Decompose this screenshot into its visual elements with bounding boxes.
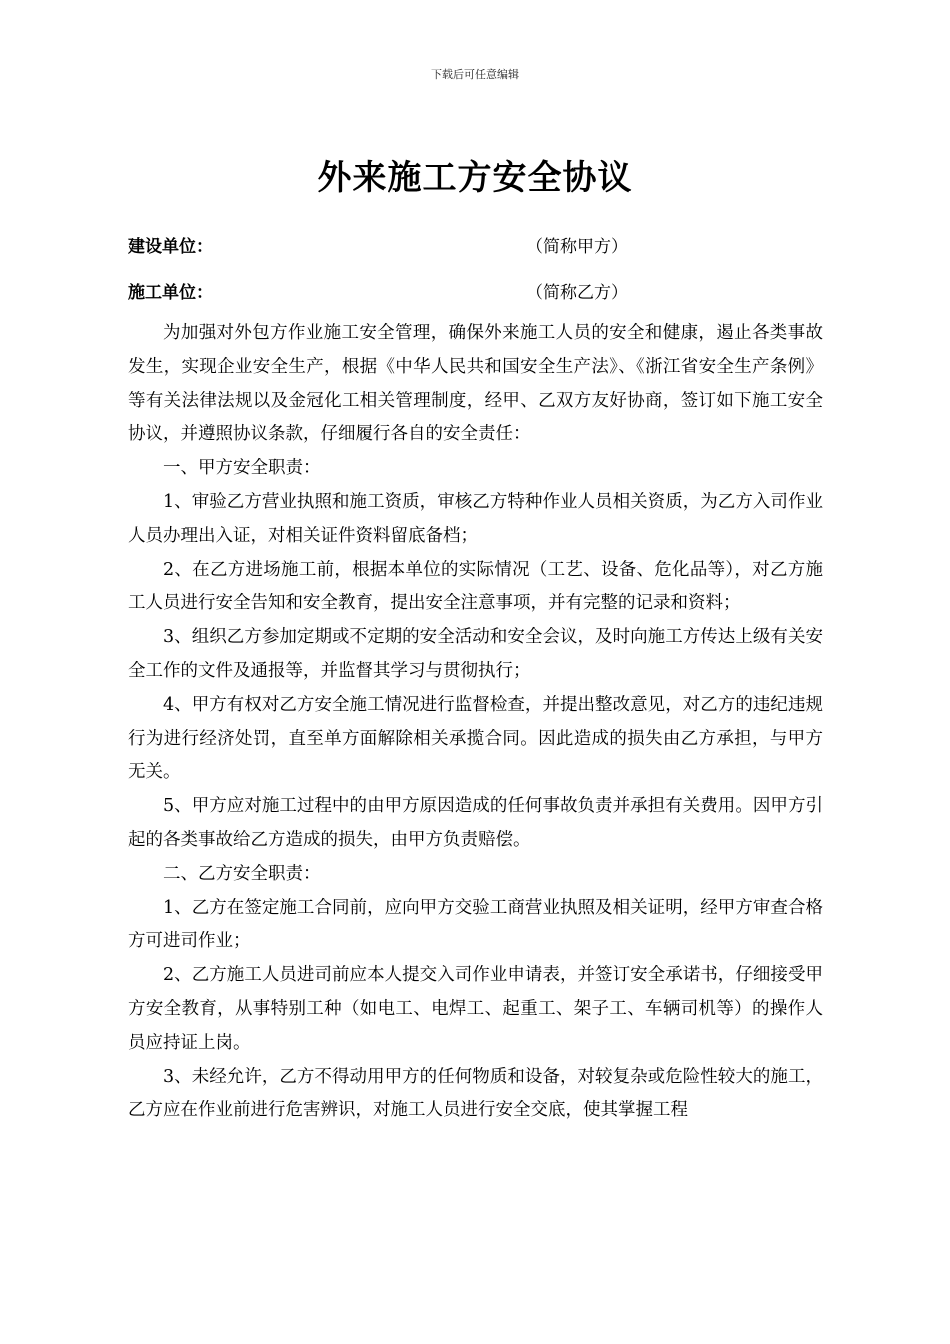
party-abbreviation: （简称甲方）: [526, 237, 628, 257]
party-abbreviation: （简称乙方）: [526, 283, 628, 303]
header-note: 下载后可任意编辑: [431, 68, 519, 81]
intro-paragraph: 为加强对外包方作业施工安全管理，确保外来施工人员的安全和健康，遏止各类事故发生，实现企业安全生产，根据《中华人民共和国安全生产法》、《浙江省安全生产条例》等有关法律法规以及金冠化工相关管理制度，经甲、乙双方友好协商，签订如下施工安全协议，并遵照协议条款，仔细履行各自的安全责任：: [128, 323, 823, 445]
clause-party-a-4: 4、甲方有权对乙方安全施工情况进行监督检查，并提出整改意见，对乙方的违纪违规行为进行经济处罚，直至单方面解除相关承揽合同。因此造成的损失由乙方承担，与甲方无关。: [128, 694, 823, 783]
agreement-body: [128, 317, 823, 1128]
party-label: 施工单位：: [128, 283, 213, 303]
party-label: 建设单位：: [128, 237, 213, 257]
section-heading-party-a: 一、甲方安全职责：: [163, 458, 321, 479]
party-line-construction-unit: [128, 232, 828, 262]
clause-party-a-5: 5、甲方应对施工过程中的由甲方原因造成的任何事故负责并承担有关费用。因甲方引起的各类事故给乙方造成的损失，由甲方负责赔偿。: [128, 796, 823, 850]
clause-party-a-3: 3、组织乙方参加定期或不定期的安全活动和安全会议，及时向施工方传达上级有关安全工作的文件及通报等，并监督其学习与贯彻执行；: [128, 627, 823, 681]
clause-party-a-1: 1、审验乙方营业执照和施工资质，审核乙方特种作业人员相关资质，为乙方入司作业人员办理出入证，对相关证件资料留底备档；: [128, 491, 823, 546]
section-heading-party-b: 二、乙方安全职责：: [163, 863, 321, 884]
clause-party-a-2: 2、在乙方进场施工前，根据本单位的实际情况（工艺、设备、危化品等），对乙方施工人员进行安全告知和安全教育，提出安全注意事项，并有完整的记录和资料；: [128, 559, 823, 614]
clause-party-b-2: 2、乙方施工人员进司前应本人提交入司作业申请表，并签订安全承诺书，仔细接受甲方安全教育，从事特别工种（如电工、电焊工、起重工、架子工、车辆司机等）的操作人员应持证上岗。: [128, 965, 823, 1053]
clause-party-b-1: 1、乙方在签定施工合同前，应向甲方交验工商营业执照及相关证明，经甲方审查合格方可进司作业；: [128, 897, 823, 952]
clause-party-b-3: 3、未经允许，乙方不得动用甲方的任何物质和设备，对较复杂或危险性较大的施工，乙方应在作业前进行危害辨识，对施工人员进行安全交底，使其掌握工程: [128, 1066, 823, 1121]
party-line-contractor-unit: [128, 278, 828, 308]
document-title: 外来施工方安全协议: [317, 158, 633, 198]
